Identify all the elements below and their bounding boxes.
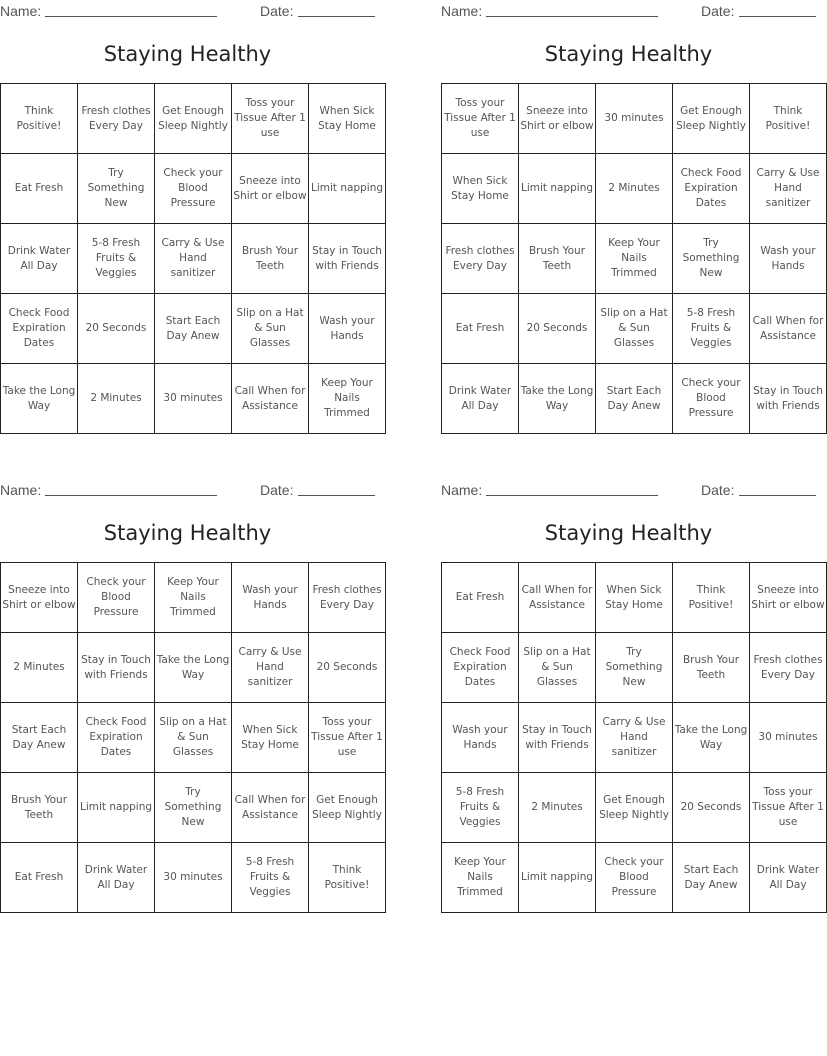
bingo-cell[interactable]: 5-8 Fresh Fruits & Veggies (442, 773, 519, 843)
bingo-cell[interactable]: Take the Long Way (673, 703, 750, 773)
card-title: Staying Healthy (103, 42, 272, 66)
bingo-cell[interactable]: Toss your Tissue After 1 use (309, 703, 386, 773)
bingo-cell[interactable]: Call When for Assistance (519, 563, 596, 633)
grid-row (1, 294, 386, 364)
bingo-grid (0, 83, 386, 434)
grid-row (442, 843, 827, 913)
date-label: Date: (701, 3, 735, 19)
bingo-cell[interactable]: When Sick Stay Home (442, 154, 519, 224)
bingo-cell[interactable]: Brush Your Teeth (232, 224, 309, 294)
grid-row (1, 154, 386, 224)
bingo-cell[interactable]: Sneeze into Shirt or elbow (232, 154, 309, 224)
bingo-cell[interactable]: Get Enough Sleep Nightly (309, 773, 386, 843)
bingo-cell[interactable]: 2 Minutes (78, 364, 155, 434)
card-header (0, 3, 375, 21)
card-title: Staying Healthy (544, 42, 713, 66)
bingo-cell[interactable]: Drink Water All Day (1, 224, 78, 294)
bingo-cell[interactable]: When Sick Stay Home (596, 563, 673, 633)
card-header (0, 482, 375, 500)
bingo-cell[interactable]: Take the Long Way (1, 364, 78, 434)
name-field[interactable] (45, 3, 217, 17)
bingo-cell[interactable]: Toss your Tissue After 1 use (442, 84, 519, 154)
bingo-cell[interactable]: Wash your Hands (309, 294, 386, 364)
bingo-cell[interactable]: Slip on a Hat & Sun Glasses (519, 633, 596, 703)
card-title: Staying Healthy (544, 521, 713, 545)
name-field[interactable] (45, 482, 217, 496)
bingo-cell[interactable]: 2 Minutes (519, 773, 596, 843)
bingo-cell[interactable]: Eat Fresh (1, 154, 78, 224)
grid-row (1, 633, 386, 703)
bingo-cell[interactable]: Start Each Day Anew (673, 843, 750, 913)
date-field[interactable] (298, 482, 375, 496)
bingo-cell[interactable]: When Sick Stay Home (232, 703, 309, 773)
bingo-cell[interactable]: Call When for Assistance (750, 294, 827, 364)
bingo-cell[interactable]: Carry & Use Hand sanitizer (155, 224, 232, 294)
bingo-cell[interactable]: Stay in Touch with Friends (78, 633, 155, 703)
bingo-cell[interactable]: Check your Blood Pressure (596, 843, 673, 913)
name-field[interactable] (486, 482, 658, 496)
bingo-cell[interactable]: Get Enough Sleep Nightly (673, 84, 750, 154)
bingo-cell[interactable]: Keep Your Nails Trimmed (596, 224, 673, 294)
bingo-cell[interactable]: 20 Seconds (309, 633, 386, 703)
bingo-cell[interactable]: Sneeze into Shirt or elbow (519, 84, 596, 154)
grid-row (442, 563, 827, 633)
bingo-cell[interactable]: Try Something New (596, 633, 673, 703)
bingo-cell[interactable]: Wash your Hands (442, 703, 519, 773)
bingo-cell[interactable]: Check Food Expiration Dates (1, 294, 78, 364)
bingo-cell[interactable]: Check your Blood Pressure (155, 154, 232, 224)
bingo-cell[interactable]: Eat Fresh (1, 843, 78, 913)
grid-row (442, 154, 827, 224)
bingo-cell[interactable]: Brush Your Teeth (1, 773, 78, 843)
bingo-cell[interactable]: 5-8 Fresh Fruits & Veggies (78, 224, 155, 294)
grid-row (1, 84, 386, 154)
bingo-cell[interactable]: Wash your Hands (750, 224, 827, 294)
date-field[interactable] (298, 3, 375, 17)
bingo-cell[interactable]: Check Food Expiration Dates (442, 633, 519, 703)
card-header (441, 3, 816, 21)
grid-row (442, 294, 827, 364)
bingo-cell[interactable]: Fresh clothes Every Day (78, 84, 155, 154)
bingo-cell[interactable]: Brush Your Teeth (673, 633, 750, 703)
date-field[interactable] (739, 3, 816, 17)
bingo-cell[interactable]: Try Something New (673, 224, 750, 294)
bingo-cell[interactable]: When Sick Stay Home (309, 84, 386, 154)
grid-row (1, 843, 386, 913)
grid-row (1, 703, 386, 773)
bingo-cell[interactable]: 5-8 Fresh Fruits & Veggies (232, 843, 309, 913)
bingo-cell[interactable]: Limit napping (519, 154, 596, 224)
bingo-cell[interactable]: Stay in Touch with Friends (519, 703, 596, 773)
grid-row (442, 703, 827, 773)
bingo-cell[interactable]: Check Food Expiration Dates (673, 154, 750, 224)
bingo-cell[interactable]: 30 minutes (750, 703, 827, 773)
bingo-cell[interactable]: Try Something New (78, 154, 155, 224)
bingo-cell[interactable]: Limit napping (78, 773, 155, 843)
bingo-cell[interactable]: Take the Long Way (155, 633, 232, 703)
bingo-cell[interactable]: Call When for Assistance (232, 364, 309, 434)
bingo-cell[interactable]: Start Each Day Anew (1, 703, 78, 773)
bingo-cell[interactable]: Get Enough Sleep Nightly (155, 84, 232, 154)
bingo-cell[interactable]: 2 Minutes (596, 154, 673, 224)
bingo-cell[interactable]: Check your Blood Pressure (78, 563, 155, 633)
bingo-cell[interactable]: Fresh clothes Every Day (750, 633, 827, 703)
grid-row (1, 773, 386, 843)
bingo-cell[interactable]: Start Each Day Anew (155, 294, 232, 364)
name-label: Name: (441, 3, 483, 19)
bingo-cell[interactable]: Stay in Touch with Friends (750, 364, 827, 434)
bingo-cell[interactable]: Fresh clothes Every Day (442, 224, 519, 294)
bingo-cell[interactable]: Keep Your Nails Trimmed (155, 563, 232, 633)
bingo-cell[interactable]: Toss your Tissue After 1 use (232, 84, 309, 154)
bingo-cell[interactable]: Keep Your Nails Trimmed (309, 364, 386, 434)
bingo-grid (0, 562, 386, 913)
bingo-cell[interactable]: Slip on a Hat & Sun Glasses (232, 294, 309, 364)
bingo-cell[interactable]: Think Positive! (309, 843, 386, 913)
bingo-cell[interactable]: Drink Water All Day (750, 843, 827, 913)
bingo-cell[interactable]: Call When for Assistance (232, 773, 309, 843)
name-field[interactable] (486, 3, 658, 17)
bingo-cell[interactable]: Think Positive! (673, 563, 750, 633)
bingo-cell[interactable]: Drink Water All Day (78, 843, 155, 913)
bingo-grid (441, 562, 827, 913)
bingo-cell[interactable]: Carry & Use Hand sanitizer (750, 154, 827, 224)
bingo-cell[interactable]: Slip on a Hat & Sun Glasses (596, 294, 673, 364)
bingo-cell[interactable]: Check Food Expiration Dates (78, 703, 155, 773)
bingo-cell[interactable]: Think Positive! (750, 84, 827, 154)
bingo-cell[interactable]: 2 Minutes (1, 633, 78, 703)
bingo-cell[interactable]: Limit napping (309, 154, 386, 224)
date-label: Date: (260, 482, 294, 498)
bingo-cell[interactable]: Limit napping (519, 843, 596, 913)
bingo-cell[interactable]: 20 Seconds (78, 294, 155, 364)
bingo-cell[interactable]: 30 minutes (155, 364, 232, 434)
bingo-cell[interactable]: Wash your Hands (232, 563, 309, 633)
bingo-cell[interactable]: Start Each Day Anew (596, 364, 673, 434)
bingo-cell[interactable]: Toss your Tissue After 1 use (750, 773, 827, 843)
bingo-cell[interactable]: Sneeze into Shirt or elbow (750, 563, 827, 633)
bingo-cell[interactable]: Get Enough Sleep Nightly (596, 773, 673, 843)
bingo-cell[interactable]: Eat Fresh (442, 563, 519, 633)
bingo-cell[interactable]: Check your Blood Pressure (673, 364, 750, 434)
grid-row (1, 224, 386, 294)
card-title: Staying Healthy (103, 521, 272, 545)
date-label: Date: (260, 3, 294, 19)
bingo-cell[interactable]: 20 Seconds (673, 773, 750, 843)
card-header (441, 482, 816, 500)
bingo-cell[interactable]: Keep Your Nails Trimmed (442, 843, 519, 913)
bingo-cell[interactable]: 30 minutes (155, 843, 232, 913)
name-label: Name: (0, 482, 42, 498)
bingo-cell[interactable]: Carry & Use Hand sanitizer (232, 633, 309, 703)
bingo-cell[interactable]: Carry & Use Hand sanitizer (596, 703, 673, 773)
bingo-cell[interactable]: 5-8 Fresh Fruits & Veggies (673, 294, 750, 364)
date-field[interactable] (739, 482, 816, 496)
grid-row (1, 563, 386, 633)
bingo-cell[interactable]: Eat Fresh (442, 294, 519, 364)
bingo-cell[interactable]: Fresh clothes Every Day (309, 563, 386, 633)
bingo-cell[interactable]: Drink Water All Day (442, 364, 519, 434)
name-label: Name: (0, 3, 42, 19)
bingo-cell[interactable]: Brush Your Teeth (519, 224, 596, 294)
grid-row (442, 773, 827, 843)
bingo-cell[interactable]: 30 minutes (596, 84, 673, 154)
grid-row (442, 633, 827, 703)
bingo-cell[interactable]: Sneeze into Shirt or elbow (1, 563, 78, 633)
grid-row (442, 224, 827, 294)
date-label: Date: (701, 482, 735, 498)
bingo-cell[interactable]: Stay in Touch with Friends (309, 224, 386, 294)
bingo-cell[interactable]: Take the Long Way (519, 364, 596, 434)
grid-row (1, 364, 386, 434)
grid-row (442, 364, 827, 434)
bingo-cell[interactable]: Try Something New (155, 773, 232, 843)
name-label: Name: (441, 482, 483, 498)
bingo-cell[interactable]: 20 Seconds (519, 294, 596, 364)
grid-row (442, 84, 827, 154)
bingo-grid (441, 83, 827, 434)
bingo-cell[interactable]: Think Positive! (1, 84, 78, 154)
bingo-cell[interactable]: Slip on a Hat & Sun Glasses (155, 703, 232, 773)
